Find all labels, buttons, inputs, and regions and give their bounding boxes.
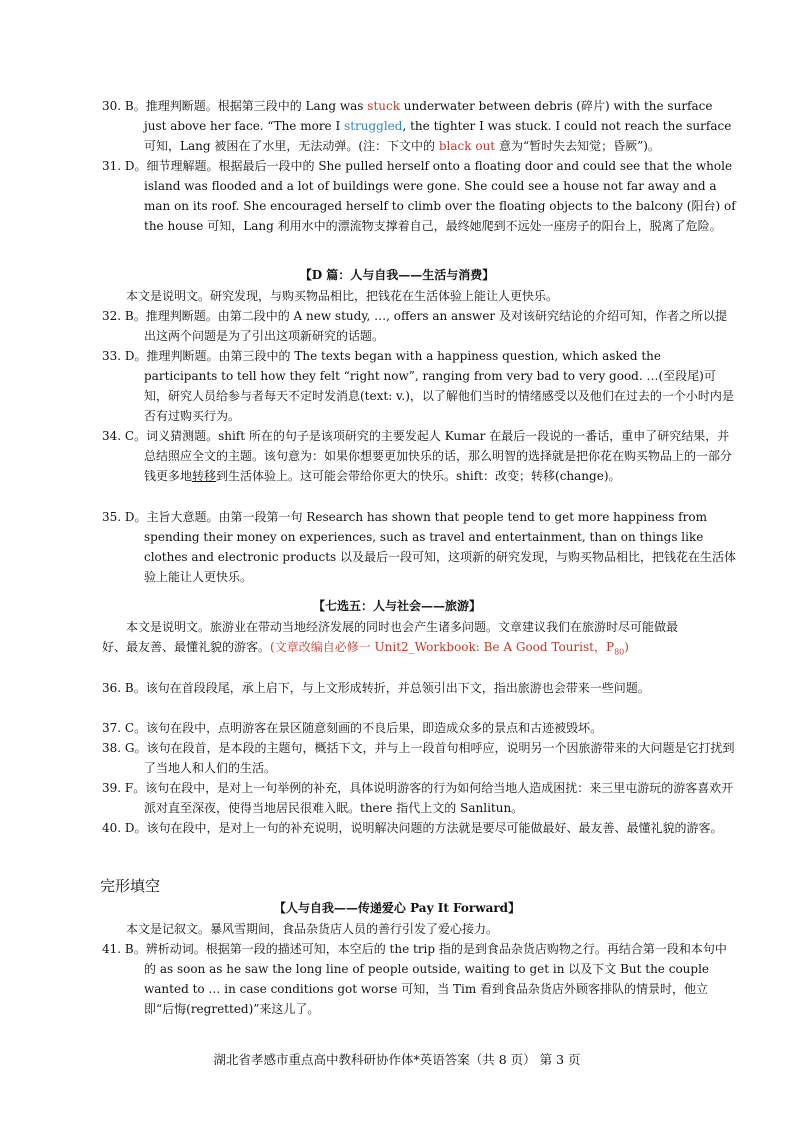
section-d-title: 【D 篇：人与自我——生活与消费】: [299, 268, 495, 282]
answer-41: 41. B。辨析动词。根据第一段的描述可知，本空后的 the trip 指的是到食品杂货店购物之行。再结合第一段和本句中的 as soon as he saw the long line of people outside, waiting to get in 以及下文 But the couple wanted to … in case conditions got worse 可知，当 Tim 看到食品杂货店外顾客排队的情景时，他立即“后悔(regretted)”来这儿了。: [102, 942, 727, 1016]
answer-36: 36. B。该句在首段段尾，承上启下，与上文形成转折，并总领引出下文，指出旅游也会带来一些问题。: [102, 681, 650, 695]
cloze-title: 【人与自我——传递爱心 Pay It Forward】: [273, 901, 521, 915]
answer-32: 32. B。推理判断题。由第二段中的 A new study, …, offers an answer 及对该研究结论的介绍可知，作者之所以提出这两个问题是为了引出这项新研究的话题。: [102, 309, 727, 343]
answer-38: 38. G。该句在段首，是本段的主题句，概括下文，并与上一段首句相呼应，说明另一个因旅游带来的大问题是它打扰到了当地人和人们的生活。: [102, 741, 735, 775]
page-footer: 湖北省孝感市重点高中教科研协作体*英语答案（共 8 页） 第 3 页: [213, 1052, 581, 1067]
answer-33: 33. D。推理判断题。由第三段中的 The texts began with a happiness question, which asked the participants to tell how they felt “right now”, ranging from very bad to very good. …(至段尾)可知，研究人员给参与者每天不定时发消息(text: v.)，以了解他们当时的情绪感受以及他们在过去的一个小时内是否有过购买行为。: [102, 349, 734, 423]
answer-37: 37. C。该句在段中，点明游客在景区随意刻画的不良后果，即造成众多的景点和古迹被毁坏。: [102, 721, 603, 735]
section-7-title: 【七选五：人与社会——旅游】: [312, 599, 481, 613]
source-note: (文章改编自必修一 Unit2_Workbook: Be A Good Tourist，$P_{80}$): [270, 640, 629, 657]
highlight-black-out: black out: [438, 139, 496, 153]
section-d-summary: 本文是说明文。研究发现，与购买物品相比，把钱花在生活体验上能让人更快乐。: [126, 289, 559, 303]
answer-31: 31. D。细节理解题。根据最后一段中的 She pulled herself onto a floating door and could see that the whole island was flooded and a lot of buildings were gone. She could see a house not far away and a man on its roof. She encouraged herself to climb over the floating objects to the balcony (阳台) of the house 可知，Lang 利用水中的漂流物支撑着自己，最终她爬到不远处一座房子的阳台上，脱离了危险。: [102, 159, 736, 233]
cloze-heading: 完形填空: [100, 877, 161, 895]
answer-40: 40. D。该句在段中，是对上一句的补充说明，说明解决问题的方法就是要尽可能做最好、最友善、最懂礼貌的游客。: [102, 821, 723, 835]
highlight-struggled: struggled: [344, 119, 403, 133]
answer-34: 34. C。词义猜测题。shift 所在的句子是该项研究的主要发起人 Kumar 在最后一段说的一番话，重申了研究结果，并总结照应全文的主题。该句意为：如果你想要更加快乐的话，那么明智的选择就是把你花在购买物品上的一部分钱更多地转移到生活体验上。这可能会带给你更大的快乐。shift：改变；转移(change)。: [102, 429, 733, 483]
answer-30: 30. B。推理判断题。根据第三段中的 Lang was stuck underwater between debris (碎片) with the surface just above her face. “The more I struggled, the tighter I was stuck. I could not reach the surface 可知，Lang 被困在了水里，无法动弹。(注：下文中的 black out 意为“暂时失去知觉；昏厥”)。: [102, 99, 732, 153]
answer-39: 39. F。该句在段中，是对上一句举例的补充，具体说明游客的行为如何给当地人造成困扰：来三里屯游玩的游客喜欢开派对直至深夜，使得当地居民很难入眠。there 指代上文的 Sanlitun。: [102, 781, 734, 815]
highlight-stuck: stuck: [367, 99, 400, 113]
cloze-summary: 本文是记叙文。暴风雪期间，食品杂货店人员的善行引发了爱心接力。: [126, 922, 499, 936]
answer-35: 35. D。主旨大意题。由第一段第一句 Research has shown that people tend to get more happiness from spending their money on experiences, such as travel and entertainment, than on things like clothes and electronic products 以及最后一段可知，这项新的研究发现，与购买物品相比，把钱花在生活体验上能让人更快乐。: [102, 510, 737, 584]
section-7-summary: 本文是说明文。旅游业在带动当地经济发展的同时也会产生诸多问题。文章建议我们在旅游时尽可能做最好、最友善、最懂礼貌的游客。(文章改编自必修一 Unit2_Workbook: Be A Good Tourist，$P_{80}$): [102, 620, 679, 657]
underlined-shift: 转移: [192, 469, 217, 483]
